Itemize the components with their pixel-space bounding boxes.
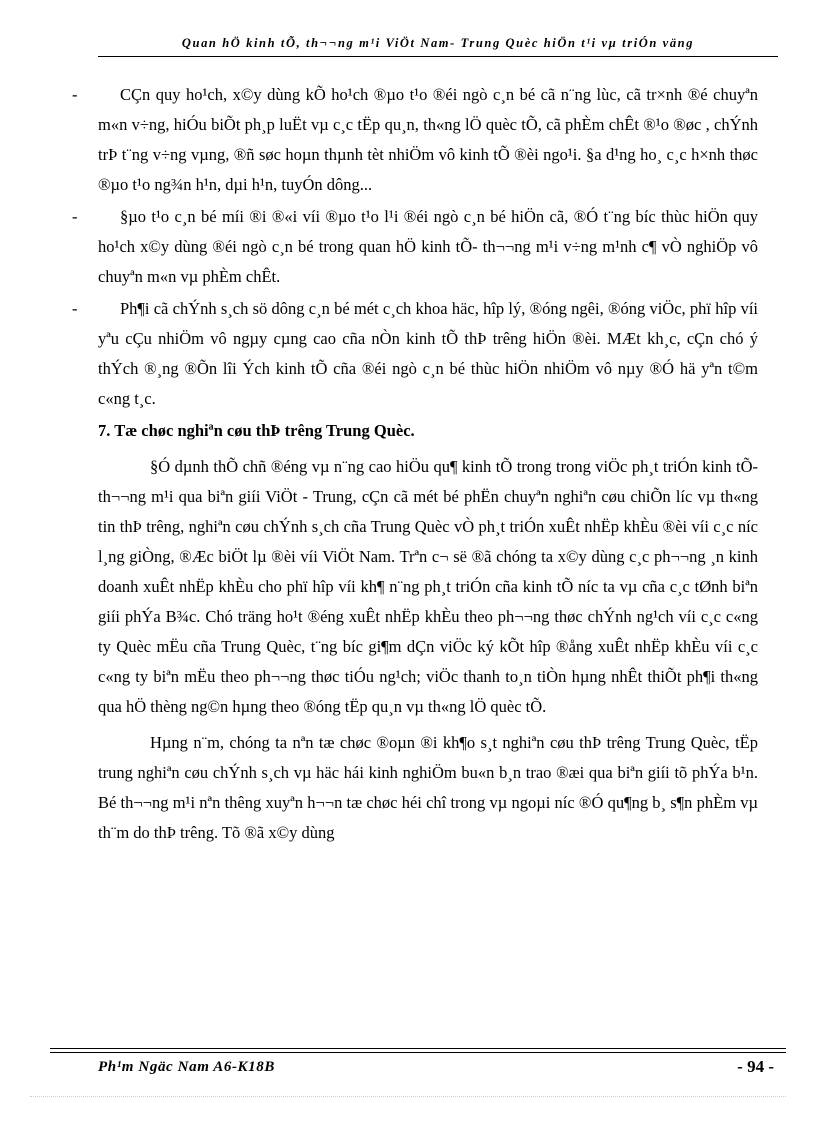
body-paragraph: Hµng n¨m, chóng ta nªn tæ chøc ®oµn ®i kh¶o s¸t nghiªn cøu thÞ trêng Trung Quèc, tËp trung nghiªn cøu chÝnh s¸ch vµ häc hái kinh nghiÖm bu«n b¸n trao ®æi qua biªn giíi tõ phÝa b¹n. Bé th¬¬ng m¹i nªn thêng xuyªn h¬¬n tæ chøc héi chî trong vµ ngoµi níc ®Ó qu¶ng b¸ s¶n phÈm vµ th¨m do thÞ trêng. Tõ ®ã x©y dùng <box>98 733 758 842</box>
bullet-item <box>72 202 758 292</box>
bullet-item <box>72 294 758 414</box>
bullet-text: §µo t¹o c¸n bé míi ®i ®«i víi ®µo t¹o l¹i ®éi ngò c¸n bé hiÖn cã, ®Ó t¨ng bíc thùc hiÖn quy ho¹ch x©y dùng ®éi ngò c¸n bé trong quan hÖ kinh tÕ- th¬¬ng m¹i v÷ng m¹nh c¶ vÒ nghiÖp vô chuyªn m«n vµ phÈm chÊt. <box>98 207 758 286</box>
bullet-marker: - <box>72 207 78 226</box>
body-paragraph: §Ó dµnh thÕ chñ ®éng vµ n¨ng cao hiÖu qu¶ kinh tÕ trong trong viÖc ph¸t triÓn kinh tÕ- th¬¬ng m¹i qua biªn giíi ViÖt - Trung, cÇn cã mét bé phËn chuyªn nghiªn cøu chiÕn líc vµ th«ng tin thÞ trêng, nghiªn cøu chÝnh s¸ch cña Trung Quèc vÒ ph¸t triÓn xuÊt nhËp khÈu ®èi víi c¸c níc l¸ng giÒng, ®Æc biÖt lµ ®èi víi ViÖt Nam. Trªn c¬ së ®ã chóng ta x©y dùng c¸c ph¬¬ng ¸n kinh doanh xuÊt nhËp khÈu cho phï hîp víi kh¶ n¨ng ph¸t triÓn cña kinh tÕ níc ta vµ cña c¸c tØnh biªn giíi phÝa B¾c. Chó träng ho¹t ®éng xuÊt nhËp khÈu theo ph¬¬ng thøc chÝnh ng¹ch víi c¸c c«ng ty Quèc mËu cña Trung Quèc, t¨ng bíc gi¶m dÇn viÖc ký kÕt hîp ®ång xuÊt nhËp khÈu víi c¸c c«ng ty biªn mËu theo ph¬¬ng thøc tiÓu ng¹ch; viÖc thanh to¸n tiÒn hµng nhÊt thiÕt ph¶i th«ng qua hÖ thèng ng©n hµng theo ®óng tËp qu¸n vµ th«ng lÖ quèc tÕ. <box>98 457 758 716</box>
bullet-marker: - <box>72 85 78 104</box>
running-header: Quan hÖ kinh tÕ, th¬¬ng m¹i ViÖt Nam- Trung Quèc hiÖn t¹i vµ triÓn väng <box>181 36 695 50</box>
page-number: - 94 - <box>737 1057 774 1076</box>
header-divider <box>98 56 778 57</box>
bullet-marker: - <box>72 299 78 318</box>
page-body <box>72 80 758 854</box>
bullet-text: Ph¶i cã chÝnh s¸ch sö dông c¸n bé mét c¸ch khoa häc, hîp lý, ®óng ngêi, ®óng viÖc, phï hîp víi yªu cÇu nhiÖm vô ngµy cµng cao cña nÒn kinh tÕ thÞ trêng hiÖn ®èi. MÆt kh¸c, cÇn chó ý thÝch ®¸ng ®Õn lîi Ých kinh tÕ cña ®éi ngò c¸n bé thùc hiÖn nhiÖm vô nµy ®Ó hä yªn t©m c«ng t¸c. <box>98 299 758 408</box>
footer-author: Ph¹m Ngäc Nam A6-K18B <box>98 1059 275 1075</box>
section-heading: 7. Tæ chøc nghiªn cøu thÞ trêng Trung Quèc. <box>98 421 415 440</box>
bullet-item <box>72 80 758 200</box>
bullet-text: CÇn quy ho¹ch, x©y dùng kÕ ho¹ch ®µo t¹o ®éi ngò c¸n bé cã n¨ng lùc, cã tr×nh ®é chuyªn m«n v÷ng, hiÓu biÕt ph¸p luËt vµ c¸c tËp qu¸n, th«ng lÖ quèc tÕ, cã phÈm chÊt ®¹o ®øc , chÝnh trÞ t¨ng v÷ng vµng, ®ñ søc hoµn thµnh tèt nhiÖm vô kinh tÕ ®èi ngo¹i. §a d¹ng ho¸ c¸c h×nh thøc ®µo t¹o ng¾n h¹n, dµi h¹n, tuyÓn dông... <box>98 85 758 194</box>
footer-divider <box>50 1048 786 1049</box>
page-edge-dotted-line <box>30 1096 786 1097</box>
footer-divider-double <box>50 1052 786 1053</box>
